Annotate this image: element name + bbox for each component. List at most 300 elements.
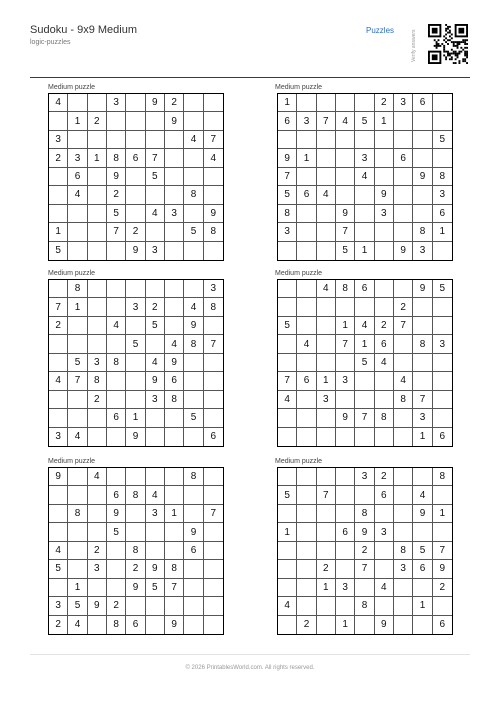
sudoku-cell bbox=[336, 149, 355, 167]
sudoku-cell bbox=[413, 523, 432, 541]
sudoku-cell bbox=[146, 597, 165, 615]
sudoku-cell: 5 bbox=[355, 354, 374, 372]
sudoku-cell: 7 bbox=[413, 391, 432, 409]
sudoku-cell: 4 bbox=[317, 186, 336, 204]
sudoku-cell bbox=[68, 391, 87, 409]
sudoku-cell bbox=[146, 223, 165, 241]
sudoku-cell: 3 bbox=[355, 149, 374, 167]
sudoku-cell: 4 bbox=[146, 486, 165, 504]
sudoku-cell bbox=[317, 428, 336, 446]
sudoku-cell bbox=[355, 616, 374, 634]
sudoku-cell: 3 bbox=[146, 391, 165, 409]
sudoku-cell bbox=[317, 168, 336, 186]
sudoku-cell bbox=[88, 280, 107, 298]
sudoku-cell: 4 bbox=[413, 486, 432, 504]
sudoku-cell: 9 bbox=[413, 168, 432, 186]
sudoku-cell bbox=[126, 372, 145, 390]
sudoku-cell bbox=[433, 372, 452, 390]
sudoku-cell bbox=[336, 505, 355, 523]
sudoku-cell bbox=[146, 409, 165, 427]
sudoku-cell bbox=[413, 616, 432, 634]
sudoku-cell bbox=[433, 354, 452, 372]
sudoku-cell: 3 bbox=[336, 579, 355, 597]
sudoku-cell: 3 bbox=[88, 354, 107, 372]
sudoku-cell bbox=[146, 186, 165, 204]
sudoku-cell bbox=[317, 409, 336, 427]
sudoku-cell bbox=[165, 186, 184, 204]
sudoku-cell bbox=[297, 223, 316, 241]
sudoku-cell: 5 bbox=[278, 486, 297, 504]
sudoku-cell: 8 bbox=[184, 186, 203, 204]
sudoku-cell bbox=[107, 468, 126, 486]
sudoku-cell bbox=[88, 486, 107, 504]
sudoku-cell bbox=[317, 205, 336, 223]
sudoku-cell: 9 bbox=[165, 354, 184, 372]
sudoku-cell: 3 bbox=[88, 560, 107, 578]
sudoku-cell bbox=[375, 372, 394, 390]
sudoku-cell bbox=[49, 335, 68, 353]
sudoku-cell bbox=[433, 391, 452, 409]
sudoku-cell bbox=[394, 280, 413, 298]
sudoku-cell: 9 bbox=[49, 468, 68, 486]
sudoku-cell bbox=[126, 523, 145, 541]
sudoku-cell: 3 bbox=[375, 523, 394, 541]
sudoku-cell: 7 bbox=[204, 131, 223, 149]
sudoku-cell: 5 bbox=[184, 409, 203, 427]
sudoku-cell bbox=[413, 131, 432, 149]
sudoku-cell bbox=[107, 112, 126, 130]
sudoku-cell: 8 bbox=[88, 372, 107, 390]
sudoku-cell bbox=[88, 579, 107, 597]
sudoku-cell bbox=[204, 186, 223, 204]
sudoku-cell bbox=[375, 242, 394, 260]
sudoku-cell bbox=[394, 597, 413, 615]
sudoku-cell: 4 bbox=[355, 317, 374, 335]
sudoku-cell: 8 bbox=[413, 335, 432, 353]
sudoku-cell bbox=[433, 317, 452, 335]
sudoku-cell: 1 bbox=[317, 579, 336, 597]
sudoku-cell: 3 bbox=[126, 298, 145, 316]
sudoku-cell bbox=[413, 205, 432, 223]
sudoku-cell bbox=[204, 94, 223, 112]
sudoku-cell bbox=[165, 597, 184, 615]
sudoku-cell bbox=[375, 168, 394, 186]
sudoku-cell bbox=[394, 223, 413, 241]
sudoku-cell bbox=[165, 428, 184, 446]
sudoku-cell: 4 bbox=[49, 542, 68, 560]
sudoku-cell: 5 bbox=[126, 335, 145, 353]
sudoku-cell bbox=[146, 468, 165, 486]
sudoku-cell bbox=[394, 486, 413, 504]
sudoku-cell bbox=[413, 186, 432, 204]
sudoku-cell: 3 bbox=[336, 372, 355, 390]
sudoku-cell bbox=[433, 112, 452, 130]
sudoku-cell: 2 bbox=[88, 112, 107, 130]
sudoku-cell: 6 bbox=[355, 280, 374, 298]
sudoku-cell: 3 bbox=[297, 112, 316, 130]
sudoku-cell bbox=[68, 523, 87, 541]
sudoku-cell: 3 bbox=[413, 409, 432, 427]
sudoku-cell bbox=[336, 354, 355, 372]
sudoku-cell: 2 bbox=[375, 468, 394, 486]
sudoku-cell bbox=[297, 468, 316, 486]
sudoku-cell: 1 bbox=[413, 597, 432, 615]
sudoku-cell bbox=[184, 616, 203, 634]
sudoku-cell bbox=[126, 205, 145, 223]
sudoku-cell: 5 bbox=[433, 280, 452, 298]
sudoku-cell: 4 bbox=[204, 149, 223, 167]
sudoku-cell: 6 bbox=[439, 619, 446, 631]
sudoku-cell bbox=[107, 335, 126, 353]
sudoku-cell bbox=[394, 168, 413, 186]
sudoku-cell: 3 bbox=[394, 94, 413, 112]
sudoku-cell: 2 bbox=[126, 223, 145, 241]
sudoku-cell: 1 bbox=[278, 94, 297, 112]
sudoku-cell: 3 bbox=[107, 94, 126, 112]
sudoku-cell bbox=[49, 205, 68, 223]
sudoku-cell bbox=[297, 354, 316, 372]
sudoku-cell bbox=[413, 317, 432, 335]
sudoku-cell bbox=[88, 616, 107, 634]
sudoku-cell bbox=[126, 168, 145, 186]
sudoku-cell: 4 bbox=[278, 391, 297, 409]
sudoku-cell bbox=[433, 298, 452, 316]
sudoku-cell bbox=[375, 542, 394, 560]
sudoku-grid-4 bbox=[277, 279, 453, 447]
sudoku-cell: 6 bbox=[375, 335, 394, 353]
sudoku-cell: 9 bbox=[126, 579, 145, 597]
sudoku-cell bbox=[107, 560, 126, 578]
sudoku-cell: 6 bbox=[210, 431, 217, 443]
sudoku-cell bbox=[126, 94, 145, 112]
sudoku-cell bbox=[375, 298, 394, 316]
sudoku-cell bbox=[278, 354, 297, 372]
sudoku-cell bbox=[297, 428, 316, 446]
sudoku-cell: 3 bbox=[375, 205, 394, 223]
sudoku-cell: 6 bbox=[297, 186, 316, 204]
sudoku-cell bbox=[165, 468, 184, 486]
sudoku-cell bbox=[126, 112, 145, 130]
sudoku-cell: 8 bbox=[433, 168, 452, 186]
sudoku-cell bbox=[204, 560, 223, 578]
sudoku-cell bbox=[184, 486, 203, 504]
sudoku-cell: 8 bbox=[184, 335, 203, 353]
sudoku-cell bbox=[88, 186, 107, 204]
sudoku-cell: 2 bbox=[433, 579, 452, 597]
sudoku-grid-2 bbox=[277, 93, 453, 261]
sudoku-cell bbox=[278, 428, 297, 446]
sudoku-cell bbox=[184, 579, 203, 597]
sudoku-cell: 5 bbox=[68, 354, 87, 372]
sudoku-cell bbox=[433, 94, 452, 112]
sudoku-cell bbox=[394, 409, 413, 427]
sudoku-cell bbox=[278, 298, 297, 316]
sudoku-cell bbox=[297, 505, 316, 523]
sudoku-cell bbox=[355, 186, 374, 204]
sudoku-cell bbox=[204, 168, 223, 186]
sudoku-cell: 6 bbox=[165, 372, 184, 390]
sudoku-cell: 8 bbox=[126, 486, 145, 504]
sudoku-cell bbox=[204, 391, 223, 409]
sudoku-cell bbox=[297, 597, 316, 615]
sudoku-cell bbox=[146, 131, 165, 149]
sudoku-cell bbox=[375, 391, 394, 409]
sudoku-cell bbox=[184, 280, 203, 298]
sudoku-cell bbox=[146, 616, 165, 634]
qr-code-icon[interactable] bbox=[428, 16, 468, 73]
sudoku-cell: 3 bbox=[49, 597, 68, 615]
sudoku-cell: 1 bbox=[433, 505, 452, 523]
sudoku-cell bbox=[355, 428, 374, 446]
sudoku-cell: 5 bbox=[146, 317, 165, 335]
sudoku-cell bbox=[165, 242, 184, 260]
sudoku-cell: 3 bbox=[433, 335, 452, 353]
sudoku-cell bbox=[317, 94, 336, 112]
sudoku-cell: 1 bbox=[336, 616, 355, 634]
sudoku-cell bbox=[88, 428, 107, 446]
sudoku-cell: 6 bbox=[126, 149, 145, 167]
sudoku-cell bbox=[355, 205, 374, 223]
sudoku-cell bbox=[375, 505, 394, 523]
sudoku-cell: 9 bbox=[278, 149, 297, 167]
sudoku-cell: 9 bbox=[146, 560, 165, 578]
sudoku-cell: 7 bbox=[317, 112, 336, 130]
sudoku-cell bbox=[68, 317, 87, 335]
sudoku-cell: 5 bbox=[278, 317, 297, 335]
sudoku-cell bbox=[126, 468, 145, 486]
sudoku-cell bbox=[355, 94, 374, 112]
sudoku-cell: 9 bbox=[336, 409, 355, 427]
sudoku-cell bbox=[278, 468, 297, 486]
sudoku-cell bbox=[355, 579, 374, 597]
sudoku-cell bbox=[336, 131, 355, 149]
sudoku-cell: 6 bbox=[336, 523, 355, 541]
sudoku-cell: 2 bbox=[394, 298, 413, 316]
sudoku-cell bbox=[107, 280, 126, 298]
sudoku-cell bbox=[297, 560, 316, 578]
sudoku-grid-6 bbox=[277, 467, 453, 635]
sudoku-cell bbox=[68, 409, 87, 427]
sudoku-cell bbox=[297, 280, 316, 298]
sudoku-cell bbox=[146, 280, 165, 298]
sudoku-cell bbox=[184, 168, 203, 186]
puzzle-4-label: Medium puzzle bbox=[275, 270, 323, 277]
footer-copyright: © 2026 PrintablesWorld.com. All rights reserved. bbox=[185, 665, 315, 671]
sudoku-cell bbox=[126, 505, 145, 523]
sudoku-cell: 4 bbox=[68, 616, 87, 634]
sudoku-cell: 3 bbox=[394, 560, 413, 578]
sudoku-cell bbox=[413, 298, 432, 316]
sudoku-cell bbox=[375, 131, 394, 149]
sudoku-cell: 4 bbox=[297, 335, 316, 353]
sudoku-cell: 2 bbox=[375, 317, 394, 335]
sudoku-cell bbox=[204, 468, 223, 486]
sudoku-cell: 7 bbox=[278, 372, 297, 390]
sudoku-cell: 2 bbox=[317, 560, 336, 578]
sudoku-cell: 4 bbox=[375, 579, 394, 597]
sudoku-cell: 3 bbox=[204, 280, 223, 298]
sudoku-cell: 5 bbox=[336, 242, 355, 260]
sudoku-cell bbox=[297, 298, 316, 316]
sudoku-cell bbox=[184, 560, 203, 578]
sudoku-cell bbox=[49, 579, 68, 597]
sudoku-cell bbox=[317, 354, 336, 372]
sudoku-cell bbox=[49, 409, 68, 427]
sudoku-cell: 2 bbox=[88, 542, 107, 560]
sudoku-cell bbox=[433, 149, 452, 167]
sudoku-cell: 7 bbox=[433, 542, 452, 560]
sudoku-cell bbox=[184, 205, 203, 223]
sudoku-cell bbox=[107, 391, 126, 409]
sudoku-cell bbox=[375, 428, 394, 446]
sudoku-cell bbox=[413, 372, 432, 390]
sudoku-cell bbox=[336, 560, 355, 578]
header-divider bbox=[30, 77, 470, 78]
sudoku-cell bbox=[355, 131, 374, 149]
sudoku-cell bbox=[126, 317, 145, 335]
sudoku-cell: 9 bbox=[336, 205, 355, 223]
sudoku-cell bbox=[204, 372, 223, 390]
sudoku-cell: 8 bbox=[433, 468, 452, 486]
sudoku-cell: 1 bbox=[126, 409, 145, 427]
sudoku-cell: 1 bbox=[68, 298, 87, 316]
sudoku-cell: 6 bbox=[107, 409, 126, 427]
sudoku-cell bbox=[278, 616, 297, 634]
sudoku-cell: 7 bbox=[204, 335, 223, 353]
verify-answers-label: Verify answers bbox=[411, 29, 417, 63]
sudoku-cell: 3 bbox=[146, 242, 165, 260]
sudoku-cell: 4 bbox=[68, 428, 87, 446]
sudoku-cell: 6 bbox=[297, 372, 316, 390]
sudoku-cell: 7 bbox=[278, 168, 297, 186]
sudoku-cell: 7 bbox=[146, 149, 165, 167]
sudoku-cell bbox=[375, 280, 394, 298]
sudoku-cell: 7 bbox=[165, 579, 184, 597]
page-subtitle: logic-puzzles bbox=[30, 39, 71, 46]
sudoku-cell bbox=[317, 505, 336, 523]
sudoku-cell bbox=[49, 354, 68, 372]
sudoku-cell bbox=[165, 542, 184, 560]
sudoku-cell bbox=[49, 505, 68, 523]
sudoku-cell: 9 bbox=[433, 560, 452, 578]
sudoku-cell: 2 bbox=[49, 317, 68, 335]
sudoku-cell bbox=[184, 505, 203, 523]
sudoku-cell bbox=[394, 616, 413, 634]
sudoku-cell bbox=[317, 523, 336, 541]
sudoku-cell: 2 bbox=[355, 542, 374, 560]
sudoku-cell: 8 bbox=[126, 542, 145, 560]
sudoku-cell: 9 bbox=[146, 372, 165, 390]
sudoku-cell: 1 bbox=[297, 149, 316, 167]
sudoku-cell: 9 bbox=[165, 112, 184, 130]
sudoku-cell bbox=[317, 149, 336, 167]
sudoku-cell: 4 bbox=[146, 205, 165, 223]
sudoku-cell bbox=[433, 242, 452, 260]
sudoku-cell: 4 bbox=[278, 597, 297, 615]
sudoku-cell bbox=[394, 112, 413, 130]
sudoku-cell bbox=[49, 112, 68, 130]
sudoku-cell bbox=[184, 354, 203, 372]
sudoku-cell: 9 bbox=[126, 428, 145, 446]
sudoku-cell: 9 bbox=[375, 616, 394, 634]
sudoku-cell: 3 bbox=[278, 223, 297, 241]
sudoku-cell bbox=[49, 186, 68, 204]
sudoku-cell bbox=[68, 205, 87, 223]
sudoku-cell bbox=[355, 391, 374, 409]
sudoku-cell bbox=[278, 542, 297, 560]
sudoku-cell: 3 bbox=[355, 468, 374, 486]
sudoku-cell bbox=[204, 616, 223, 634]
sudoku-cell bbox=[88, 168, 107, 186]
sudoku-cell bbox=[49, 391, 68, 409]
sudoku-cell: 2 bbox=[107, 186, 126, 204]
sudoku-cell bbox=[165, 149, 184, 167]
sudoku-cell: 7 bbox=[317, 486, 336, 504]
sudoku-cell: 2 bbox=[88, 391, 107, 409]
sudoku-cell: 5 bbox=[107, 205, 126, 223]
sudoku-cell: 4 bbox=[49, 94, 68, 112]
sudoku-cell bbox=[88, 131, 107, 149]
sudoku-cell bbox=[297, 168, 316, 186]
sudoku-cell: 5 bbox=[146, 579, 165, 597]
sudoku-cell bbox=[394, 354, 413, 372]
sudoku-cell: 5 bbox=[49, 242, 68, 260]
sudoku-cell: 8 bbox=[107, 149, 126, 167]
sudoku-cell: 1 bbox=[49, 223, 68, 241]
sudoku-cell bbox=[107, 542, 126, 560]
puzzles-link[interactable]: Puzzles bbox=[366, 26, 395, 35]
sudoku-cell: 1 bbox=[375, 112, 394, 130]
sudoku-cell bbox=[394, 205, 413, 223]
sudoku-cell bbox=[68, 468, 87, 486]
sudoku-cell: 2 bbox=[49, 149, 68, 167]
sudoku-cell bbox=[317, 131, 336, 149]
sudoku-cell: 8 bbox=[107, 354, 126, 372]
sudoku-cell bbox=[88, 242, 107, 260]
sudoku-cell: 7 bbox=[394, 317, 413, 335]
sudoku-cell bbox=[49, 280, 68, 298]
sudoku-cell: 8 bbox=[355, 505, 374, 523]
sudoku-cell: 7 bbox=[49, 298, 68, 316]
sudoku-cell bbox=[88, 223, 107, 241]
sudoku-cell: 2 bbox=[146, 298, 165, 316]
sudoku-cell bbox=[355, 486, 374, 504]
sudoku-cell bbox=[394, 186, 413, 204]
sudoku-cell: 7 bbox=[336, 223, 355, 241]
sudoku-cell: 8 bbox=[165, 560, 184, 578]
sudoku-cell: 1 bbox=[68, 579, 87, 597]
sudoku-cell: 2 bbox=[297, 616, 316, 634]
sudoku-cell bbox=[204, 317, 223, 335]
sudoku-cell: 7 bbox=[107, 223, 126, 241]
sudoku-cell bbox=[278, 579, 297, 597]
sudoku-cell bbox=[297, 523, 316, 541]
sudoku-cell bbox=[278, 131, 297, 149]
sudoku-cell: 4 bbox=[49, 372, 68, 390]
sudoku-cell: 6 bbox=[375, 486, 394, 504]
sudoku-cell bbox=[88, 317, 107, 335]
sudoku-cell: 5 bbox=[107, 523, 126, 541]
sudoku-cell bbox=[297, 317, 316, 335]
sudoku-cell bbox=[413, 112, 432, 130]
sudoku-cell bbox=[297, 391, 316, 409]
sudoku-cell bbox=[433, 597, 452, 615]
sudoku-cell: 6 bbox=[394, 149, 413, 167]
sudoku-cell bbox=[107, 298, 126, 316]
sudoku-cell bbox=[336, 298, 355, 316]
sudoku-cell bbox=[49, 168, 68, 186]
sudoku-cell: 6 bbox=[433, 205, 452, 223]
